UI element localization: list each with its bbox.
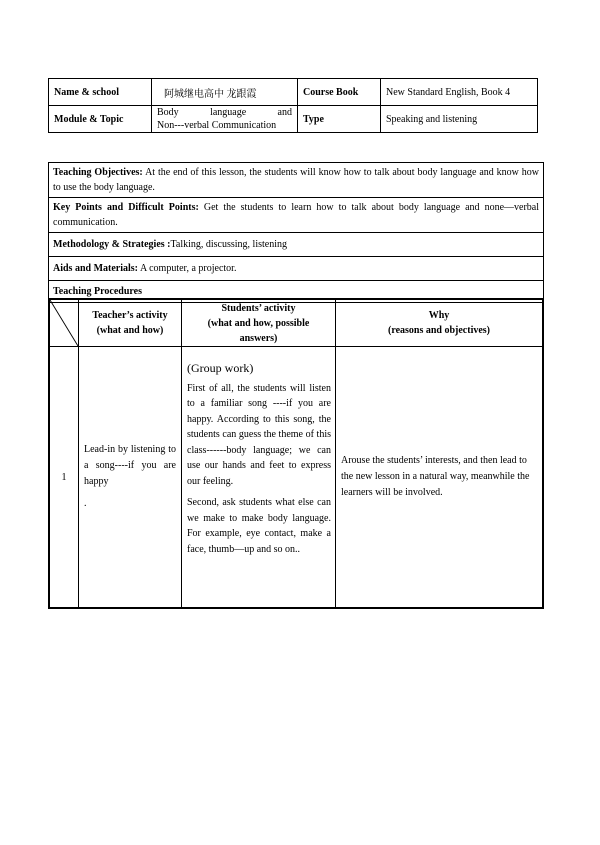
course-book-label: Course Book <box>298 79 381 106</box>
info-row-1 <box>49 79 538 106</box>
aids-label: Aids and Materials: <box>53 263 138 274</box>
procedures-header-row <box>49 299 543 347</box>
teacher-header-line1: Teacher’s activity <box>92 310 168 321</box>
students-activity-header <box>182 299 336 347</box>
students-paragraph-1: First of all, the students will listen to a familiar song ----if you are happy. According to this song, the students can guess the theme of this class------body language; we can use our hands and feet to express our feeling. <box>187 382 331 487</box>
objectives-row <box>49 163 544 198</box>
module-topic-line1-c: and <box>277 107 292 118</box>
students-activity-cell <box>182 347 336 609</box>
info-row-2 <box>49 106 538 133</box>
module-topic-label: Module & Topic <box>49 106 152 133</box>
module-topic-line2: Non---verbal Communication <box>157 120 277 131</box>
why-header-line2: (reasons and objectives) <box>387 325 491 336</box>
teacher-header-line2: (what and how) <box>96 325 164 336</box>
why-cell: Arouse the students’ interests, and then lead to the new lesson in a natural way, meanwhile the learners will be involved. <box>336 347 544 609</box>
teacher-activity-cell <box>79 347 182 609</box>
teacher-activity-text: Lead-in by listening to a song----if you are happy <box>84 444 176 487</box>
objectives-table <box>48 162 544 303</box>
students-header-line3: answers) <box>239 332 278 344</box>
row-number: 1 <box>49 347 79 609</box>
module-topic-value <box>152 106 298 133</box>
table-row <box>49 347 543 609</box>
key-points <box>49 198 544 233</box>
teaching-objectives-label: Teaching Objectives: <box>53 167 143 178</box>
why-header <box>336 299 544 347</box>
group-work-label: (Group work) <box>187 361 254 375</box>
teacher-activity-dot: . <box>84 498 87 509</box>
teaching-objectives <box>49 163 544 198</box>
module-topic-line1-b: language <box>210 107 247 118</box>
students-header-line2: (what and how, possible <box>207 317 310 329</box>
teaching-procedures-label: Teaching Procedures <box>49 281 544 303</box>
diagonal-line-icon <box>50 300 78 346</box>
aids-materials <box>49 257 544 281</box>
methodology-text: Talking, discussing, listening <box>170 239 288 250</box>
why-header-line1: Why <box>428 310 450 321</box>
teacher-activity-header <box>79 299 182 347</box>
methodology-row <box>49 233 544 257</box>
module-topic-line1-wrap <box>157 106 292 119</box>
key-points-text: Get the students to learn how to talk about body language and none—verbal communication. <box>53 202 539 228</box>
methodology <box>49 233 544 257</box>
course-book-value: New Standard English, Book 4 <box>381 79 538 106</box>
diagonal-corner-cell <box>49 299 79 347</box>
info-table <box>48 78 538 133</box>
aids-row <box>49 257 544 281</box>
students-paragraph-2: Second, ask students what else can we make to make body language. For example, eye contact, make a face, thumb—up and so on.. <box>187 497 331 555</box>
name-school-value: 阿城继电高中 龙跟霞 <box>152 79 298 106</box>
aids-text: A computer, a projector. <box>138 263 237 274</box>
name-school-label: Name & school <box>49 79 152 106</box>
key-points-row <box>49 198 544 233</box>
key-points-label: Key Points and Difficult Points: <box>53 202 199 213</box>
type-value: Speaking and listening <box>381 106 538 133</box>
teaching-objectives-text: At the end of this lesson, the students will know how to talk about body language and know how to use the body language. <box>53 167 539 193</box>
module-topic-line1-a: Body <box>157 107 179 118</box>
type-label: Type <box>298 106 381 133</box>
procedures-table <box>48 298 544 609</box>
methodology-label: Methodology & Strategies : <box>53 239 171 250</box>
students-header-line1: Students’ activity <box>221 302 296 314</box>
